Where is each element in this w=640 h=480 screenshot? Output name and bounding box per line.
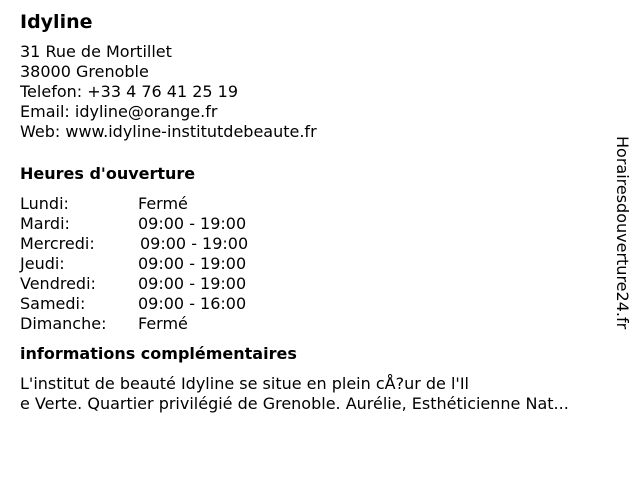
hours-row-wednesday — [20, 234, 610, 254]
hours-time-value: 09:00 - 16:00 — [138, 294, 247, 313]
website-url: Web: www.idyline-institutdebeaute.fr — [20, 122, 317, 141]
hours-day-label: Dimanche: — [20, 314, 107, 333]
info-heading: informations complémentaires — [20, 344, 297, 363]
hours-row-tuesday — [20, 214, 610, 234]
hours-time-value: 09:00 - 19:00 — [140, 234, 249, 253]
address-street: 31 Rue de Mortillet — [20, 42, 172, 61]
hours-row-thursday — [20, 254, 610, 274]
site-watermark: Horairesdouverture24.fr — [613, 136, 632, 330]
phone-number: Telefon: +33 4 76 41 25 19 — [20, 82, 239, 101]
business-card — [20, 10, 610, 414]
email-address: Email: idyline@orange.fr — [20, 102, 218, 121]
info-text-line-1: L'institut de beauté Idyline se situe en plein cÅ?ur de l'Il — [20, 374, 469, 393]
hours-row-sunday — [20, 314, 610, 334]
hours-day-label: Samedi: — [20, 294, 86, 313]
hours-day-label: Jeudi: — [20, 254, 65, 273]
hours-heading: Heures d'ouverture — [20, 164, 196, 183]
hours-day-label: Mercredi: — [20, 234, 95, 253]
hours-time-value: 09:00 - 19:00 — [138, 274, 247, 293]
hours-day-label: Mardi: — [20, 214, 70, 233]
hours-day-label: Lundi: — [20, 194, 69, 213]
hours-time-value: 09:00 - 19:00 — [138, 214, 247, 233]
hours-row-monday — [20, 194, 610, 214]
hours-time-value: Fermé — [138, 194, 188, 213]
hours-time-value: Fermé — [138, 314, 188, 333]
address-city: 38000 Grenoble — [20, 62, 149, 81]
hours-day-label: Vendredi: — [20, 274, 96, 293]
hours-time-value: 09:00 - 19:00 — [138, 254, 247, 273]
hours-row-friday — [20, 274, 610, 294]
business-name: Idyline — [20, 11, 93, 33]
hours-row-saturday — [20, 294, 610, 314]
hours-table — [20, 194, 610, 334]
info-text-line-2: e Verte. Quartier privilégié de Grenoble. Aurélie, Esthéticienne Nat... — [20, 394, 569, 413]
